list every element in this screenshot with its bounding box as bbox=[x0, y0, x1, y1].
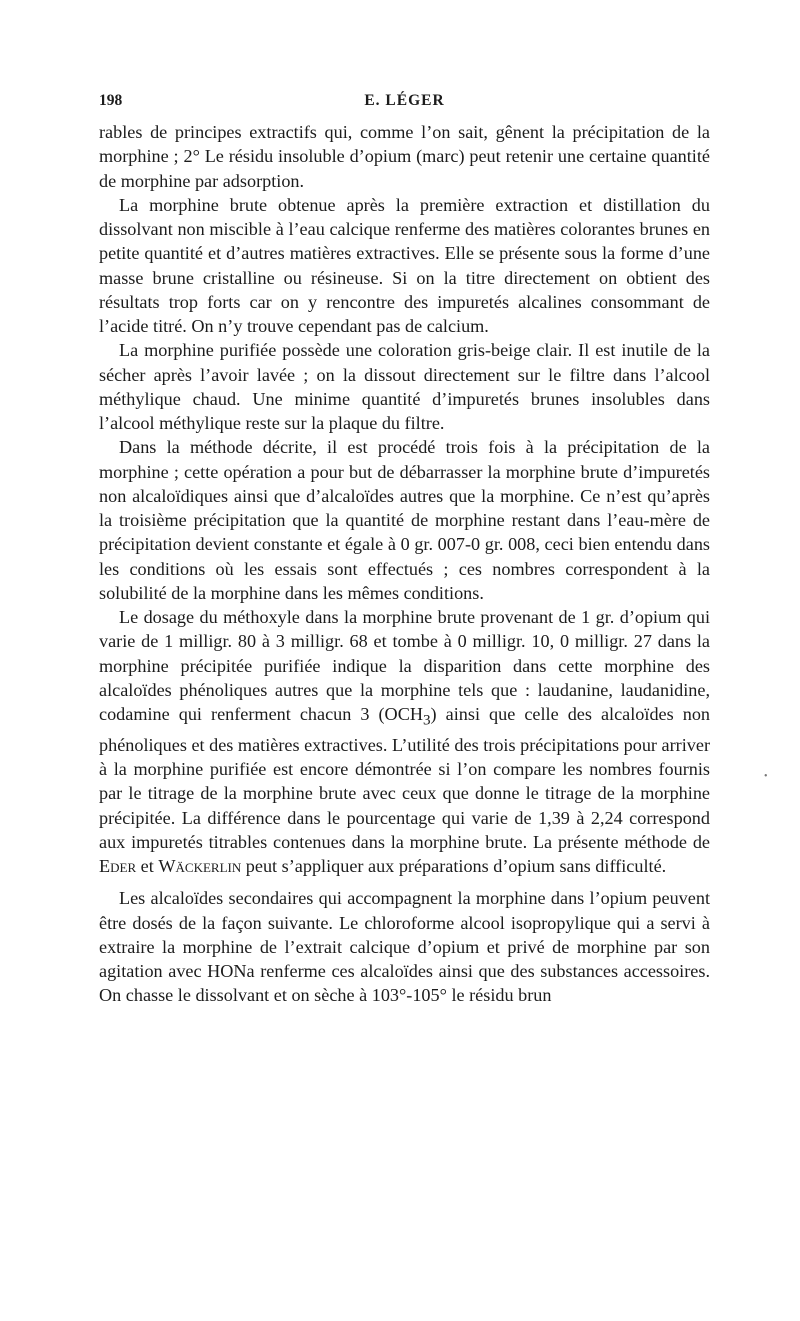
page bbox=[99, 92, 710, 1008]
body-text bbox=[99, 120, 710, 1008]
author-name: Wäckerlin bbox=[158, 856, 242, 877]
author-join: et bbox=[136, 856, 159, 877]
author-name: Eder bbox=[99, 856, 137, 877]
paragraph-4: Dans la méthode décrite, il est procédé trois fois à la précipitation de la morphine ; cette opération a pour but de débarrasser la morphine brute d’impuretés non alcaloïdiques ainsi que d’alcaloïdes autres que la morphine. Ce n’est qu’après la troisième précipitation que la quantité de morphine restant dans l’eau-mère de précipitation devient constante et égale à 0 gr. 007-0 gr. 008, ceci bien entendu dans les conditions où les essais sont effectués ; ces nombres correspondent à la solubilité de la morphine dans les mêmes conditions. bbox=[99, 437, 710, 603]
paragraph-3: La morphine purifiée possède une coloration gris-beige clair. Il est inutile de la sécher après l’avoir lavée ; on la dissout directement sur le filtre dans l’alcool méthylique chaud. Une minime quantité d’impuretés brunes insolubles dans l’alcool méthylique reste sur la plaque du filtre. bbox=[99, 340, 710, 433]
paragraph-2: La morphine brute obtenue après la première extraction et distillation du dissolvant non miscible à l’eau calcique renferme des matières colorantes brunes en petite quantité et d’autres matières extractives. Elle se présente sous la forme d’une masse brune cristalline ou résineuse. Si on la titre directement on obtient des résultats trop forts car on y rencontre des impuretés alcalines consommant de l’acide titré. On n’y trouve cependant pas de calcium. bbox=[99, 194, 710, 336]
page-header bbox=[99, 92, 710, 118]
paragraph-5-end: peut s’appliquer aux préparations d’opium sans difficulté. bbox=[241, 856, 667, 877]
paragraph-5 bbox=[99, 605, 710, 878]
paragraph-1: rables de principes extractifs qui, comme l’on sait, gênent la précipitation de la morphine ; 2° Le résidu insoluble d’opium (marc) peut retenir une certaine quantité de morphine par adsorption. bbox=[99, 122, 710, 191]
running-head: E. LÉGER bbox=[364, 92, 445, 109]
paragraph-6: Les alcaloïdes secondaires qui accompagnent la morphine dans l’opium peuvent être dosés de la façon suivante. Le chloroforme alcool isopropylique qui a servi à extraire la morphine de l’extrait calcique d’opium et privé de morphine par son agitation avec HONa renferme ces alcaloïdes ainsi que des substances accessoires. On chasse le dissolvant et on sèche à 103°-105° le résidu brun bbox=[99, 888, 710, 1006]
page-number: 198 bbox=[99, 92, 123, 109]
margin-mark: • bbox=[764, 771, 768, 782]
paragraph-5-part-2: ) ainsi que celle des alcaloïdes non phénoliques et des matières extractives. L’utilité des trois précipitations pour arriver à la morphine purifiée est encore démontrée si l’on compare les nombres fournis par le titrage de la morphine brute avec ceux que donne le titrage de la morphine précipitée. La différence dans le pourcentage qui varie de 1,39 à 2,24 correspond aux impuretés titrables contenues dans la morphine brute. La présente méthode de bbox=[99, 704, 711, 852]
subscript: 3 bbox=[422, 711, 431, 729]
paragraph-5-part-1: Le dosage du méthoxyle dans la morphine brute provenant de 1 gr. d’opium qui varie de 1 milligr. 80 à 3 milligr. 68 et tombe à 0 milligr. 10, 0 milligr. 27 dans la morphine précipitée purifiée indique la disparition dans cette morphine des alcaloïdes phénoliques autres que la morphine tels que : laudanine, laudanidine, codamine qui renferment chacun 3 (OCH bbox=[99, 607, 710, 724]
